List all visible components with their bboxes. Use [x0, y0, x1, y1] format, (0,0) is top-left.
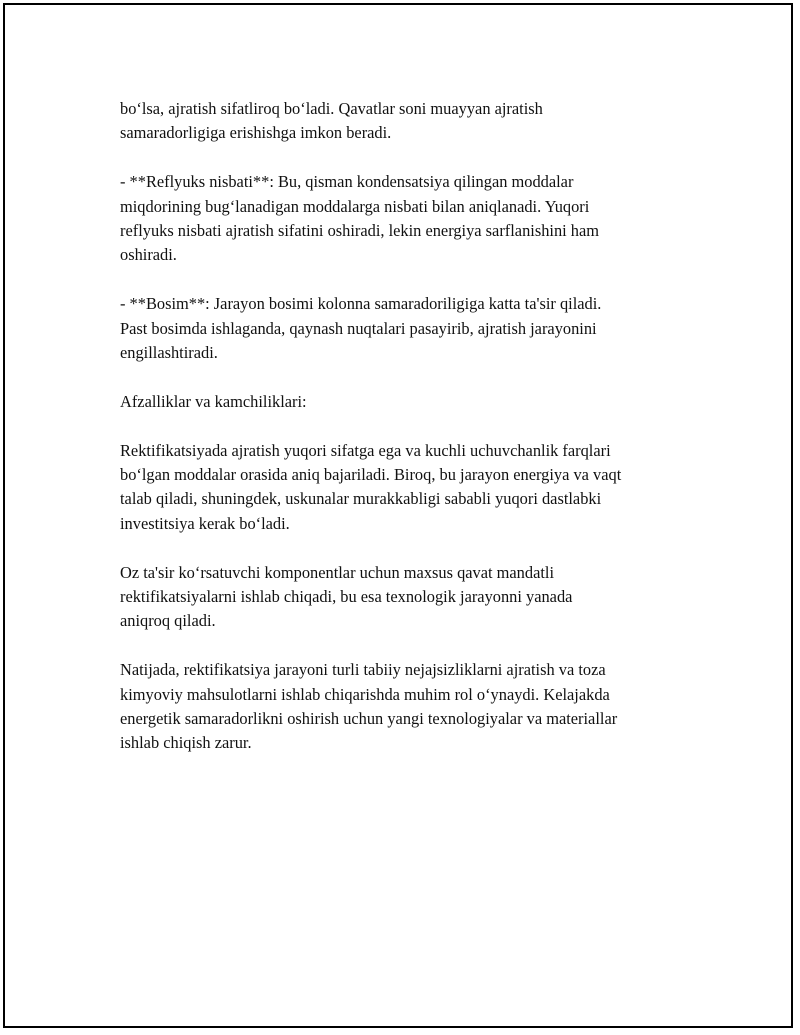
text-line: Past bosimda ishlaganda, qaynash nuqtalari pasayirib, ajratish jarayonini: [120, 318, 597, 338]
text-line: - **Bosim**: Jarayon bosimi kolonna samaradoriligiga katta ta'sir qiladi.: [120, 294, 602, 314]
text-line: miqdorining bug‘lanadigan moddalarga nisbati bilan aniqlanadi. Yuqori: [120, 196, 590, 216]
document-body: [120, 97, 680, 780]
section-heading-advantages: [120, 390, 680, 414]
text-line: Afzalliklar va kamchiliklari:: [120, 391, 307, 411]
text-line: samaradorligiga erishishga imkon beradi.: [120, 123, 392, 143]
text-line: investitsiya kerak bo‘ladi.: [120, 513, 290, 533]
paragraph-advantages: [120, 439, 680, 537]
text-line: talab qiladi, shuningdek, uskunalar murakkabligi sababli yuqori dastlabki: [120, 489, 602, 509]
text-line: bo‘lgan moddalar orasida aniq bajariladi. Biroq, bu jarayon energiya va vaqt: [120, 465, 622, 485]
text-line: Oz ta'sir ko‘rsatuvchi komponentlar uchun maxsus qavat mandatli: [120, 562, 555, 582]
text-line: ishlab chiqish zarur.: [120, 733, 252, 753]
paragraph-reflux-ratio: [120, 170, 680, 268]
text-line: oshiradi.: [120, 245, 177, 265]
paragraph-stages-intro: [120, 97, 680, 146]
text-line: kimyoviy mahsulotlarni ishlab chiqarishda muhim rol o‘ynaydi. Kelajakda: [120, 684, 610, 704]
text-line: engillashtiradi.: [120, 343, 218, 363]
paragraph-pressure: [120, 292, 680, 365]
text-line: Natijada, rektifikatsiya jarayoni turli tabiiy nejajsizliklarni ajratish va toza: [120, 660, 606, 680]
text-line: Rektifikatsiyada ajratish yuqori sifatga ega va kuchli uchuvchanlik farqlari: [120, 440, 611, 460]
text-line: rektifikatsiyalarni ishlab chiqadi, bu esa texnologik jarayonni yanada: [120, 587, 573, 607]
text-line: aniqroq qiladi.: [120, 611, 216, 631]
text-line: - **Reflyuks nisbati**: Bu, qisman kondensatsiya qilingan moddalar: [120, 172, 574, 192]
text-line: energetik samaradorlikni oshirish uchun yangi texnologiyalar va materiallar: [120, 709, 618, 729]
paragraph-components: [120, 561, 680, 634]
document-page: [3, 3, 793, 1028]
text-line: bo‘lsa, ajratish sifatliroq bo‘ladi. Qavatlar soni muayyan ajratish: [120, 99, 543, 118]
text-line: reflyuks nisbati ajratish sifatini oshiradi, lekin energiya sarflanishini ham: [120, 221, 600, 241]
paragraph-conclusion: [120, 658, 680, 756]
